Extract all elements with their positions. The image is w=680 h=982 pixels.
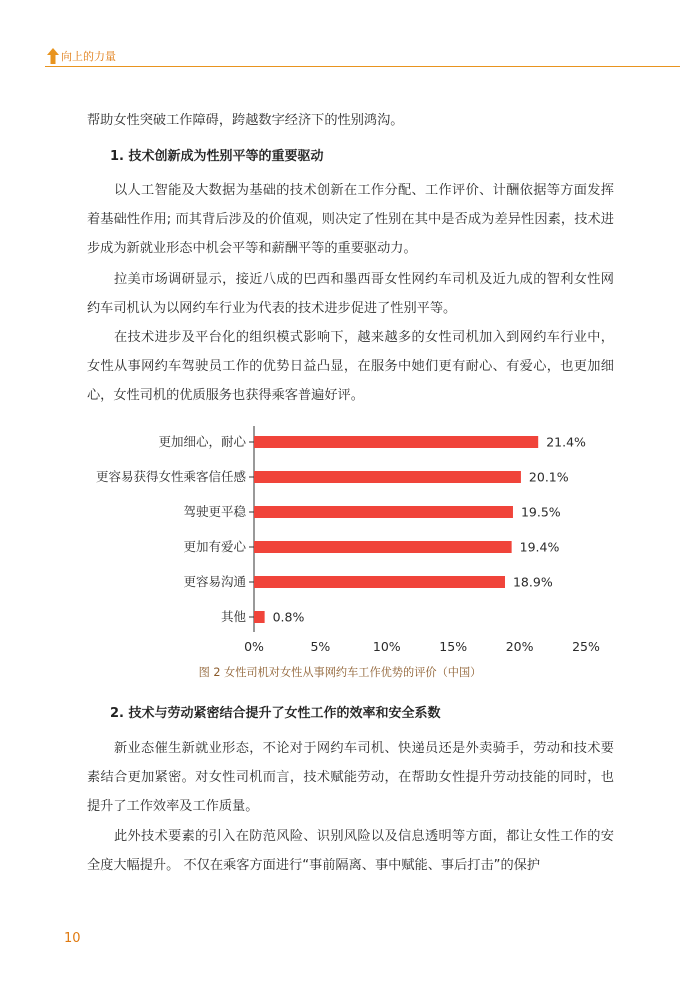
value-label: 18.9% bbox=[512, 574, 553, 590]
figure-caption: 图 2 女性司机对女性从事网约车工作优势的评价（中国） bbox=[198, 666, 482, 679]
category-label: 更容易获得女性乘客信任感 bbox=[95, 469, 246, 484]
bar bbox=[254, 541, 512, 553]
running-header bbox=[45, 40, 680, 67]
x-tick-label: 0% bbox=[244, 639, 264, 654]
page-number: 10 bbox=[64, 931, 81, 946]
x-tick-label: 15% bbox=[439, 639, 468, 654]
bar bbox=[254, 436, 538, 448]
value-label: 19.5% bbox=[520, 504, 561, 520]
value-label: 20.1% bbox=[528, 469, 569, 485]
value-label: 0.8% bbox=[272, 609, 305, 625]
bar bbox=[254, 506, 513, 518]
category-label: 驾驶更平稳 bbox=[183, 504, 246, 519]
section-heading-2: 2. 技术与劳动紧密结合提升了女性工作的效率和安全系数 bbox=[110, 706, 441, 721]
category-label: 其他 bbox=[220, 609, 246, 624]
category-label: 更加有爱心 bbox=[183, 539, 246, 554]
arrow-up-icon bbox=[47, 48, 59, 64]
paragraph-5: 此外技术要素的引入在防范风险、识别风险以及信息透明等方面，都让女性工作的安全度大幅提升。 不仅在乘客方面进行“事前隔离、事中赋能、事后打击”的保护 bbox=[87, 829, 614, 873]
paragraph-4: 新业态催生新就业形态，不论对于网约车司机、快递员还是外卖骑手，劳动和技术要素结合更加紧密。对女性司机而言，技术赋能劳动，在帮助女性提升劳动技能的同时，也提升了工作效率及工作质量。 bbox=[87, 741, 614, 814]
header-title: 向上的力量 bbox=[61, 50, 116, 63]
bar bbox=[254, 611, 265, 623]
section-heading-1: 1. 技术创新成为性别平等的重要驱动 bbox=[110, 149, 324, 164]
x-tick-label: 20% bbox=[505, 639, 534, 654]
paragraph-2: 拉美市场调研显示，接近八成的巴西和墨西哥女性网约车司机及近九成的智利女性网约车司机认为以网约车行业为代表的技术进步促进了性别平等。 bbox=[87, 272, 614, 316]
paragraph-3: 在技术进步及平台化的组织模式影响下，越来越多的女性司机加入到网约车行业中，女性从事网约车驾驶员工作的优势日益凸显，在服务中她们更有耐心、有爱心，也更加细心，女性司机的优质服务也获得乘客普遍好评。 bbox=[87, 330, 614, 403]
paragraph-1: 以人工智能及大数据为基础的技术创新在工作分配、工作评价、计酬依据等方面发挥着基础性作用; 而其背后涉及的价值观，则决定了性别在其中是否成为差异性因素，技术进步成为新就业形态中机会平等和薪酬平等的重要驱动力。 bbox=[87, 183, 614, 256]
value-label: 19.4% bbox=[519, 539, 560, 555]
x-tick-label: 25% bbox=[572, 639, 600, 654]
bar bbox=[254, 471, 521, 483]
category-label: 更容易沟通 bbox=[183, 574, 246, 589]
bar-chart bbox=[70, 420, 630, 660]
value-label: 21.4% bbox=[546, 434, 586, 450]
category-label: 更加细心，耐心 bbox=[158, 434, 246, 449]
paragraph-intro: 帮助女性突破工作障碍，跨越数字经济下的性别鸿沟。 bbox=[87, 113, 404, 128]
bar bbox=[254, 576, 505, 588]
x-tick-label: 10% bbox=[372, 639, 401, 654]
x-tick-label: 5% bbox=[310, 639, 331, 654]
